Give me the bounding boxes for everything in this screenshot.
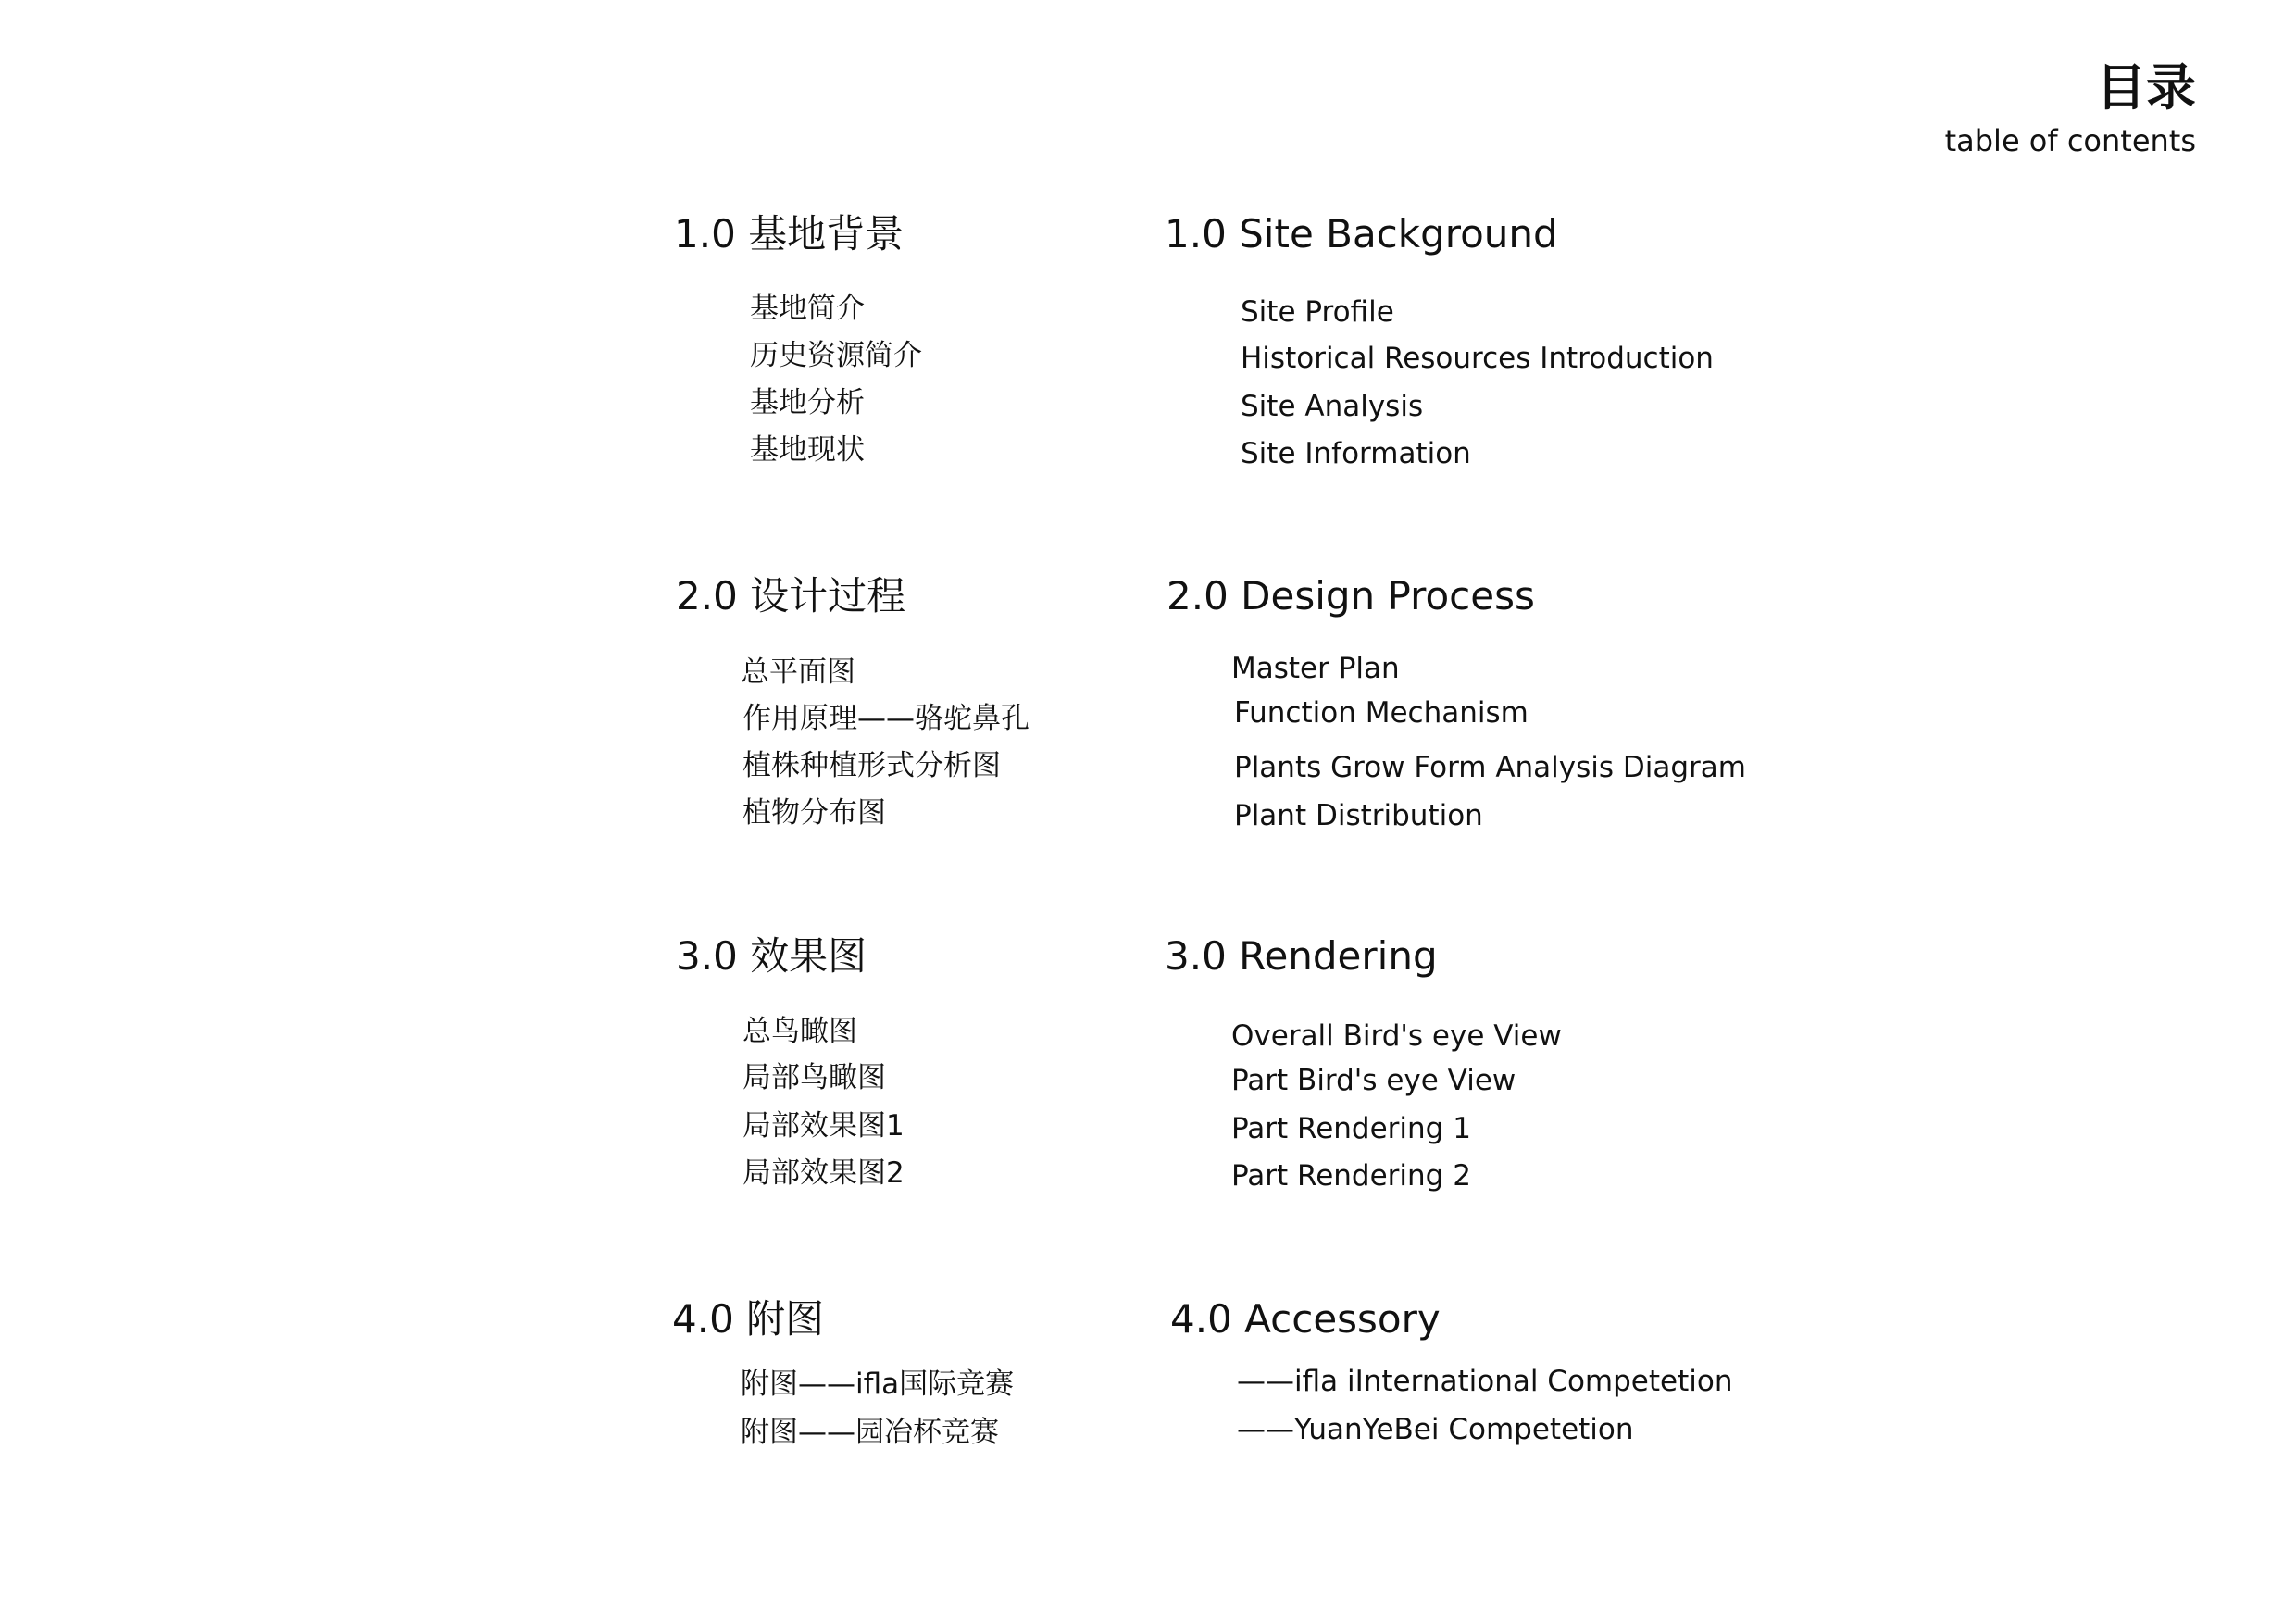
toc-item-en: ——ifla iInternational Competetion — [1237, 1365, 1733, 1398]
page-title: 目录 — [2096, 58, 2196, 117]
toc-item-zh: 基地简介 — [750, 292, 865, 325]
toc-item-zh: 总鸟瞰图 — [742, 1015, 857, 1048]
toc-item-zh: 附图——园冶杯竞赛 — [741, 1416, 999, 1449]
toc-item-en: Site Information — [1241, 437, 1471, 470]
toc-item-zh: 基地分析 — [750, 386, 865, 419]
section-heading-zh: 3.0 效果图 — [676, 933, 867, 979]
toc-item-zh: 植株种植形式分析图 — [742, 749, 1001, 782]
section-heading-zh: 2.0 设计过程 — [676, 573, 906, 618]
toc-item-zh: 基地现状 — [750, 433, 865, 467]
toc-item-en: Historical Resources Introduction — [1241, 342, 1714, 375]
toc-item-zh: 局部效果图2 — [742, 1156, 905, 1190]
section-heading-en: 3.0 Rendering — [1165, 933, 1438, 979]
toc-item-zh: 总平面图 — [741, 656, 855, 689]
toc-item-zh: 作用原理——骆驼鼻孔 — [742, 702, 1029, 735]
toc-item-zh: 局部鸟瞰图 — [742, 1061, 886, 1094]
section-heading-zh: 4.0 附图 — [672, 1296, 825, 1342]
toc-item-en: Master Plan — [1231, 652, 1400, 685]
section-heading-zh: 1.0 基地背景 — [674, 211, 905, 256]
toc-item-en: Plant Distribution — [1234, 799, 1483, 832]
toc-item-zh: 局部效果图1 — [742, 1109, 905, 1143]
toc-item-en: Part Bird's eye View — [1231, 1064, 1516, 1097]
toc-item-en: ——YuanYeBei Competetion — [1237, 1413, 1634, 1446]
toc-item-en: Plants Grow Form Analysis Diagram — [1234, 751, 1746, 784]
toc-item-en: Overall Bird's eye View — [1231, 1019, 1562, 1053]
toc-item-en: Site Analysis — [1241, 390, 1424, 423]
toc-item-zh: 植物分布图 — [742, 796, 886, 830]
page-subtitle: table of contents — [1944, 123, 2196, 158]
toc-item-en: Site Profile — [1241, 295, 1394, 329]
toc-item-en: Part Rendering 1 — [1231, 1112, 1471, 1145]
section-heading-en: 1.0 Site Background — [1165, 211, 1558, 256]
section-heading-en: 2.0 Design Process — [1167, 573, 1535, 618]
section-heading-en: 4.0 Accessory — [1170, 1296, 1441, 1342]
toc-item-en: Part Rendering 2 — [1231, 1159, 1471, 1193]
toc-item-zh: 历史资源简介 — [750, 339, 922, 372]
toc-item-en: Function Mechanism — [1234, 696, 1529, 730]
toc-item-zh: 附图——ifla国际竞赛 — [741, 1368, 1015, 1401]
